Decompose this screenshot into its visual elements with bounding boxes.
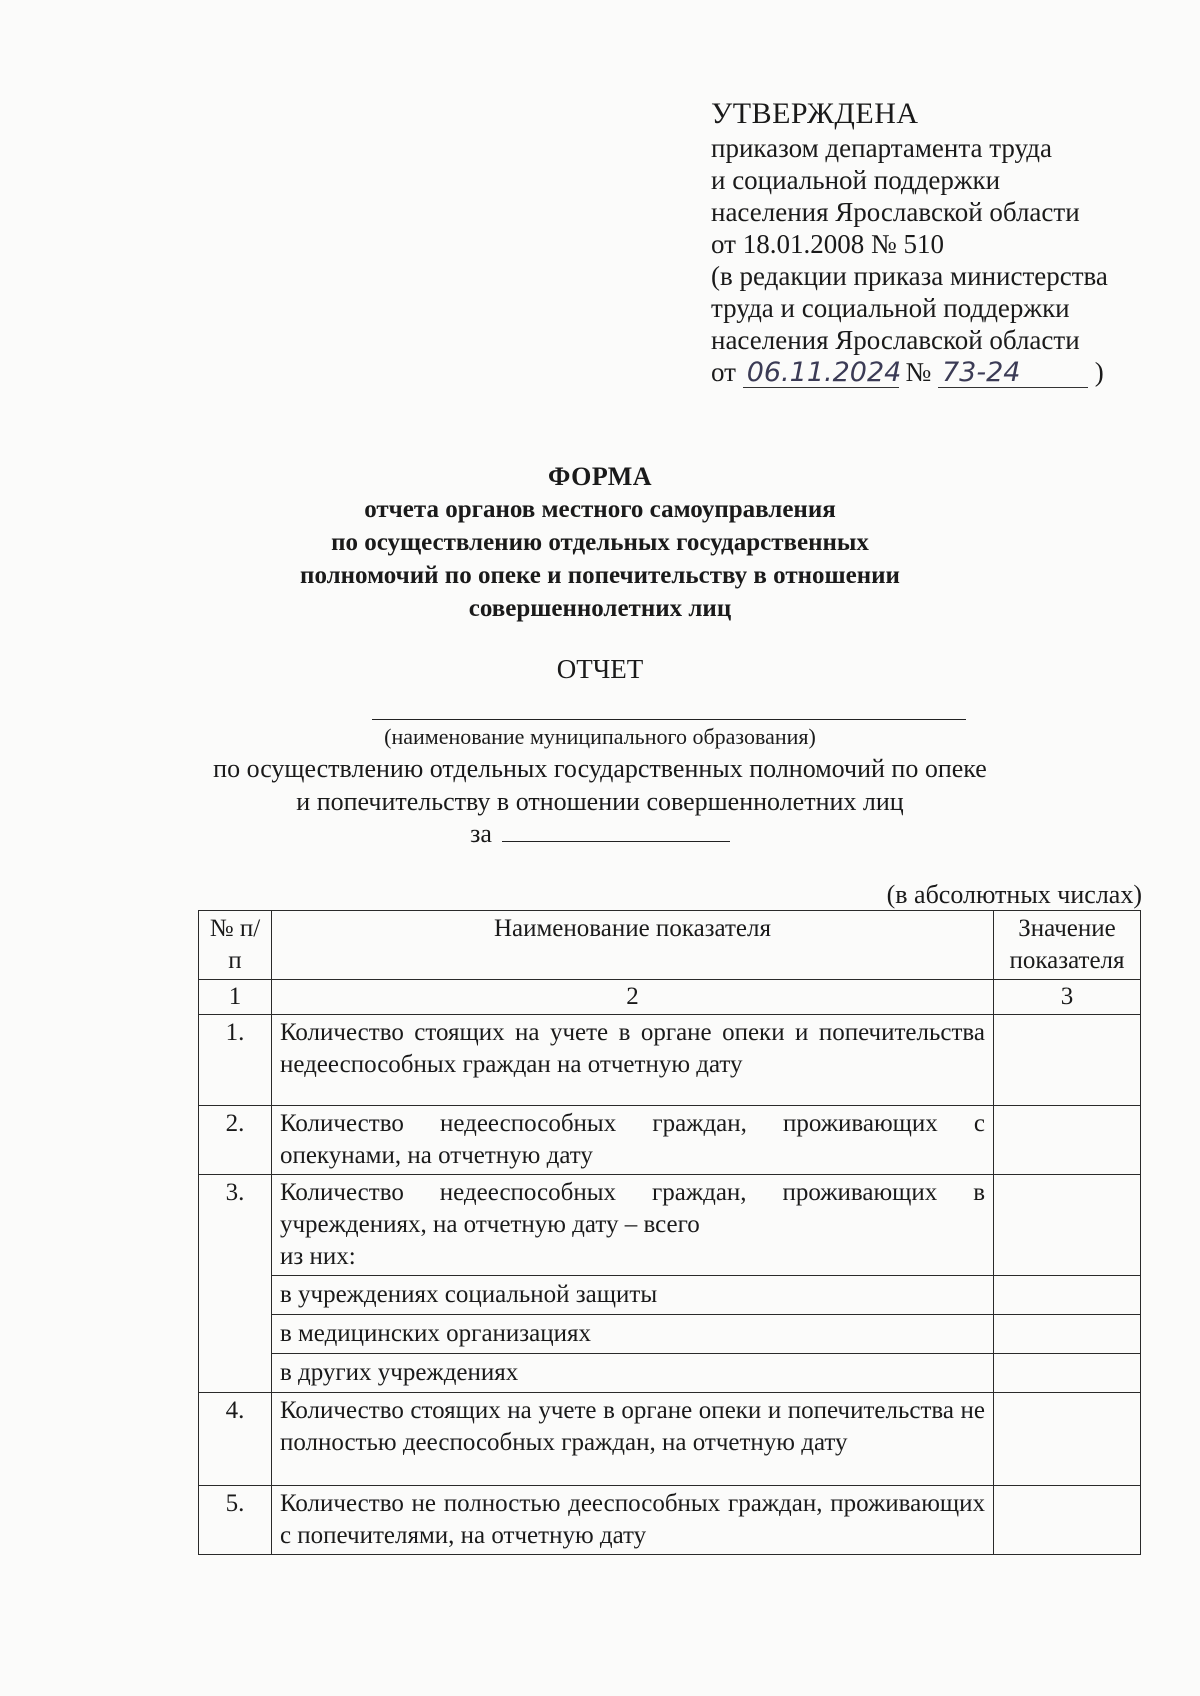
approval-title: УТВЕРЖДЕНА [711,97,919,130]
units-note: (в абсолютных числах) [886,880,1142,909]
row-text: в других учреждениях [271,1354,993,1393]
approval-from-label: от [711,357,736,387]
header-value: Значение показателя [994,911,1141,980]
approval-block [711,98,1181,388]
row-number: 1. [199,1015,272,1106]
value-cell[interactable] [994,1015,1141,1106]
period-label: за [470,819,492,848]
column-numbers-row [199,980,1141,1015]
row-text: Количество не полностью дееспособных граждан, проживающих с попечителями, на отчетную дату [271,1486,993,1555]
value-cell[interactable] [994,1393,1141,1486]
period-blank-line [502,817,730,842]
row-number: 5. [199,1486,272,1555]
form-heading-line: по осуществлению отдельных государственных [331,529,869,556]
report-subject-line: по осуществлению отдельных государственных полномочий по опеке [213,754,987,783]
row-text: Количество недееспособных граждан, проживающих в учреждениях, на отчетную дату – всего [279,1179,986,1238]
table-row [199,1015,1141,1106]
form-title: ФОРМА [547,462,653,491]
row-number: 4. [199,1393,272,1486]
form-heading-line: полномочий по опеке и попечительству в отношении [300,562,900,589]
municipality-caption: (наименование муниципального образования) [384,724,816,749]
row-text-block [271,1175,993,1276]
row-text: в медицинских организациях [271,1315,993,1354]
value-cell[interactable] [994,1315,1141,1354]
value-cell[interactable] [994,1486,1141,1555]
form-heading-line: совершеннолетних лиц [468,595,732,622]
row-text: Количество стоящих на учете в органе опеки и попечительства недееспособных граждан на отчетную дату [271,1015,993,1106]
column-number: 3 [994,980,1141,1015]
value-cell[interactable] [994,1175,1141,1276]
table-row [199,1276,1141,1315]
approval-line: от 18.01.2008 № 510 [711,229,944,259]
approval-line: населения Ярославской области [711,197,1080,227]
table-row [199,1393,1141,1486]
value-cell[interactable] [994,1354,1141,1393]
approval-amendment-line [711,356,1181,388]
report-subject-line: и попечительству в отношении совершеннолетних лиц [296,787,904,816]
header-name: Наименование показателя [271,911,993,980]
table-row [199,1486,1141,1555]
table-row [199,1315,1141,1354]
value-cell[interactable] [994,1276,1141,1315]
row-subtext: из них: [279,1243,356,1270]
report-period [0,817,1200,849]
row-text: в учреждениях социальной защиты [271,1276,993,1315]
table-row [199,1175,1141,1276]
column-number: 2 [271,980,993,1015]
row-text: Количество недееспособных граждан, проживающих с опекунами, на отчетную дату [271,1106,993,1175]
handwritten-number: 73-24 [938,359,1088,388]
report-title: ОТЧЕТ [556,654,644,684]
indicators-table [198,910,1141,1555]
handwritten-date: 06.11.2024 [743,359,899,388]
closing-paren: ) [1094,357,1104,387]
form-heading-line: отчета органов местного самоуправления [364,496,836,523]
municipality-blank-line [372,719,966,720]
row-text: Количество стоящих на учете в органе опеки и попечительства не полностью дееспособных граждан, на отчетную дату [271,1393,993,1486]
column-number: 1 [199,980,272,1015]
approval-line: населения Ярославской области [711,325,1080,355]
approval-line: труда и социальной поддержки [711,293,1070,323]
approval-line: и социальной поддержки [711,165,1001,195]
approval-line: приказом департамента труда [711,133,1053,163]
form-heading [0,460,1200,625]
value-cell[interactable] [994,1106,1141,1175]
row-number: 3. [199,1175,272,1393]
approval-line: (в редакции приказа министерства [711,261,1108,291]
header-num: № п/п [199,911,272,980]
report-subject [0,752,1200,818]
table-header-row [199,911,1141,980]
table-row [199,1106,1141,1175]
number-sign: № [905,357,932,387]
row-number: 2. [199,1106,272,1175]
table-row [199,1354,1141,1393]
